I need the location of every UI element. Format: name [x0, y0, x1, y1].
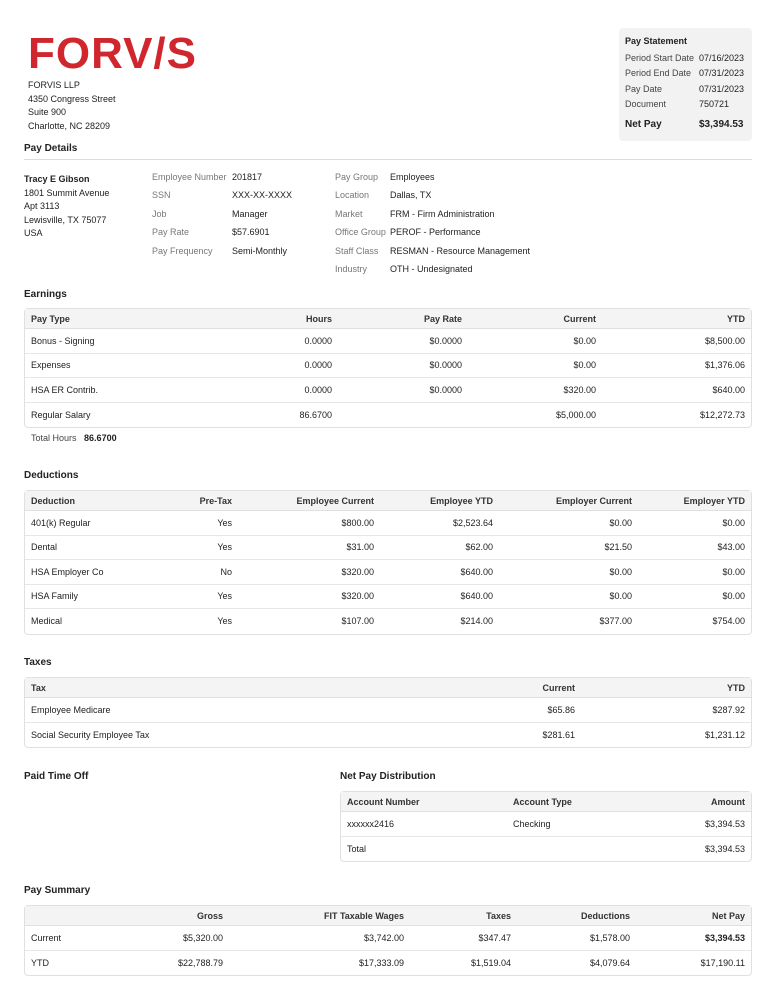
table-row	[25, 403, 751, 428]
detail-row	[335, 186, 530, 204]
column-header: Deduction	[25, 491, 145, 511]
pay-details-divider	[24, 159, 752, 160]
table-cell: $0.0000	[338, 329, 468, 354]
employee-details-col1	[152, 168, 292, 260]
table-cell: Bonus - Signing	[25, 329, 205, 354]
employee-address-line1: 1801 Summit Avenue	[24, 187, 110, 198]
table-cell: $3,394.53	[636, 926, 751, 951]
document-value: 750721	[699, 98, 730, 109]
table-cell: $320.00	[238, 585, 380, 610]
period-start-value: 07/16/2023	[699, 53, 745, 63]
column-header: YTD	[602, 309, 751, 329]
detail-row	[152, 223, 292, 241]
detail-row	[152, 205, 292, 223]
pto-title: Paid Time Off	[24, 771, 89, 782]
detail-value: Employees	[390, 172, 435, 182]
detail-value: Dallas, TX	[390, 190, 432, 201]
pay-date-label: Pay Date	[625, 83, 663, 94]
pay-summary-title: Pay Summary	[24, 885, 91, 896]
column-header: Hours	[205, 309, 338, 329]
table-row	[25, 354, 751, 379]
detail-label: Pay Rate	[152, 227, 190, 238]
company-address	[28, 79, 116, 133]
table-cell: Yes	[145, 511, 238, 536]
detail-value: PEROF - Performance	[390, 227, 481, 238]
column-header: Tax	[25, 678, 425, 698]
table-cell: $17,333.09	[358, 957, 404, 968]
table-cell: YTD	[31, 957, 49, 968]
table-cell: $21.50	[499, 536, 638, 561]
net-pay-label: Net Pay	[625, 119, 662, 131]
detail-row	[152, 242, 292, 260]
table-cell: $640.00	[602, 378, 751, 403]
table-row	[25, 609, 751, 634]
employee-address-line2: Apt 3113	[24, 201, 60, 211]
table-cell: $377.00	[599, 616, 632, 627]
table-cell: Yes	[145, 536, 238, 561]
net-pay-value: $3,394.53	[699, 119, 744, 131]
table-cell: $1,231.12	[704, 729, 745, 740]
table-cell: Regular Salary	[31, 409, 91, 420]
detail-value: Manager	[232, 208, 268, 219]
pay-details-title: Pay Details	[24, 143, 78, 154]
detail-label: Market	[335, 208, 363, 219]
pay-summary-table	[24, 905, 752, 976]
column-header	[25, 906, 125, 926]
company-logo: FORV/S	[28, 29, 198, 78]
period-start-row	[625, 51, 746, 66]
net-pay-row	[625, 119, 746, 130]
column-header: Employee Current	[238, 491, 380, 511]
table-row	[25, 926, 751, 951]
employee-name: Tracy E Gibson	[24, 174, 90, 184]
table-cell: Total	[347, 843, 367, 854]
table-cell: HSA Employer Co	[25, 560, 145, 585]
detail-value: Semi-Monthly	[232, 245, 288, 256]
column-header: Taxes	[410, 906, 517, 926]
table-cell: $17,190.11	[700, 957, 745, 968]
employee-city-state-zip: Lewisville, TX 75077	[24, 214, 107, 225]
document-label: Document	[625, 98, 667, 109]
table-cell: $43.00	[638, 536, 751, 561]
column-header: Pre-Tax	[145, 491, 238, 511]
table-cell: Social Security Employee Tax	[31, 729, 150, 740]
table-cell: HSA Family	[25, 585, 145, 610]
detail-value: $57.6901	[232, 227, 270, 238]
table-cell	[507, 837, 637, 862]
table-cell: $0.0000	[338, 354, 468, 379]
column-header: Employer YTD	[638, 491, 751, 511]
table-cell: xxxxxx2416	[341, 812, 507, 837]
detail-label: SSN	[152, 190, 171, 201]
table-cell: $0.00	[638, 560, 751, 585]
table-row	[25, 585, 751, 610]
table-row	[341, 837, 751, 862]
column-header: Net Pay	[636, 906, 751, 926]
period-end-label: Period End Date	[625, 68, 692, 79]
earnings-title: Earnings	[24, 289, 67, 300]
table-cell: $347.47	[410, 926, 517, 951]
table-cell: $281.61	[542, 729, 575, 740]
table-cell: 0.0000	[205, 378, 338, 403]
column-header: Account Number	[341, 792, 507, 812]
table-cell: $287.92	[581, 698, 751, 723]
table-row	[25, 378, 751, 403]
table-row	[25, 536, 751, 561]
employee-country: USA	[24, 228, 43, 238]
table-cell: $214.00	[460, 616, 493, 627]
column-header: Current	[425, 678, 581, 698]
table-cell	[338, 403, 468, 428]
detail-label: Job	[152, 208, 167, 219]
column-header: Current	[468, 309, 602, 329]
pay-statement-box	[619, 28, 752, 141]
table-row	[25, 698, 751, 723]
table-cell: 0.0000	[205, 354, 338, 379]
table-cell: $65.86	[425, 698, 581, 723]
table-cell: $1,519.04	[470, 957, 511, 968]
column-header: FIT Taxable Wages	[229, 906, 410, 926]
table-header-row	[341, 792, 751, 812]
table-cell: $62.00	[380, 536, 499, 561]
total-hours-label: Total Hours	[31, 433, 77, 443]
detail-row	[335, 242, 530, 260]
detail-row	[335, 223, 530, 241]
detail-label: Industry	[335, 264, 368, 275]
table-cell: $1,578.00	[517, 926, 636, 951]
detail-row	[335, 260, 530, 278]
table-cell: Employee Medicare	[25, 698, 425, 723]
detail-row	[335, 205, 530, 223]
total-hours-value: 86.6700	[84, 433, 117, 443]
table-cell: $4,079.64	[589, 957, 630, 968]
deductions-table	[24, 490, 752, 635]
pay-date-row	[625, 82, 746, 97]
table-cell: $320.00	[238, 560, 380, 585]
table-cell: $2,523.64	[380, 511, 499, 536]
detail-label: Pay Frequency	[152, 245, 213, 256]
table-cell: 0.0000	[205, 329, 338, 354]
table-header-row	[25, 678, 751, 698]
table-row	[25, 951, 751, 976]
table-cell: Current	[25, 926, 125, 951]
table-cell: $0.00	[499, 560, 638, 585]
table-cell: $5,000.00	[555, 409, 596, 420]
column-header: Amount	[637, 792, 751, 812]
column-header: Pay Type	[25, 309, 205, 329]
detail-row	[152, 186, 292, 204]
table-row	[341, 812, 751, 837]
detail-value: RESMAN - Resource Management	[390, 245, 531, 256]
table-cell: $0.00	[468, 354, 602, 379]
taxes-table	[24, 677, 752, 748]
period-end-row	[625, 66, 746, 81]
column-header: Employee YTD	[380, 491, 499, 511]
table-header-row	[25, 309, 751, 329]
detail-value: FRM - Firm Administration	[390, 208, 495, 219]
table-cell: Medical	[31, 616, 63, 627]
table-cell: $22,788.79	[177, 957, 223, 968]
detail-value: OTH - Undesignated	[390, 264, 473, 275]
company-city-state-zip: Charlotte, NC 28209	[28, 120, 111, 131]
column-header: Deductions	[517, 906, 636, 926]
table-cell: $0.0000	[338, 378, 468, 403]
detail-label: Staff Class	[335, 245, 379, 256]
table-cell: $5,320.00	[125, 926, 229, 951]
earnings-table	[24, 308, 752, 428]
column-header: YTD	[581, 678, 751, 698]
table-cell: $640.00	[380, 585, 499, 610]
total-hours	[31, 433, 117, 443]
table-cell: $640.00	[380, 560, 499, 585]
detail-value: XXX-XX-XXXX	[232, 190, 293, 201]
table-cell: $1,376.06	[602, 354, 751, 379]
employee-details-col2	[335, 168, 530, 278]
table-cell: Yes	[217, 616, 232, 627]
table-cell: $0.00	[638, 511, 751, 536]
table-cell: $0.00	[638, 585, 751, 610]
table-header-row	[25, 491, 751, 511]
detail-row	[335, 168, 530, 186]
table-cell: $800.00	[238, 511, 380, 536]
detail-row	[152, 168, 292, 186]
table-cell: $12,272.73	[699, 409, 745, 420]
table-cell: $3,394.53	[637, 812, 751, 837]
net-pay-distribution-title: Net Pay Distribution	[340, 771, 436, 782]
table-cell: 86.6700	[299, 409, 332, 420]
table-cell: Checking	[507, 812, 637, 837]
table-cell: HSA ER Contrib.	[25, 378, 205, 403]
document-row	[625, 97, 746, 112]
table-cell: $754.00	[712, 616, 745, 627]
table-cell: $320.00	[468, 378, 602, 403]
period-end-value: 07/31/2023	[699, 68, 745, 79]
table-cell: No	[145, 560, 238, 585]
table-header-row	[25, 906, 751, 926]
table-cell: Yes	[145, 585, 238, 610]
table-cell: Dental	[25, 536, 145, 561]
column-header: Gross	[125, 906, 229, 926]
detail-value: 201817	[232, 172, 263, 182]
table-cell: $0.00	[499, 585, 638, 610]
company-name: FORVIS LLP	[28, 80, 80, 90]
employee-address	[24, 173, 109, 241]
taxes-title: Taxes	[24, 657, 52, 668]
table-cell: $3,742.00	[229, 926, 410, 951]
table-cell: $31.00	[238, 536, 380, 561]
table-cell: $107.00	[341, 616, 374, 627]
deductions-title: Deductions	[24, 470, 79, 481]
period-start-label: Period Start Date	[625, 53, 695, 63]
table-cell: $0.00	[468, 329, 602, 354]
table-cell: $3,394.53	[704, 843, 745, 854]
net-pay-distribution-table	[340, 791, 752, 862]
detail-label: Employee Number	[152, 172, 227, 182]
detail-label: Office Group	[335, 227, 386, 238]
column-header: Account Type	[507, 792, 637, 812]
pay-statement-title: Pay Statement	[625, 36, 688, 46]
column-header: Employer Current	[499, 491, 638, 511]
table-row	[25, 560, 751, 585]
pay-date-value: 07/31/2023	[699, 83, 745, 94]
table-row	[25, 329, 751, 354]
detail-label: Pay Group	[335, 172, 379, 182]
table-row	[25, 723, 751, 748]
company-address-line1: 4350 Congress Street	[28, 93, 116, 104]
table-cell: 401(k) Regular	[25, 511, 145, 536]
detail-label: Location	[335, 190, 370, 201]
company-address-line2: Suite 900	[28, 107, 67, 117]
table-row	[25, 511, 751, 536]
table-cell: Expenses	[25, 354, 205, 379]
table-cell: $0.00	[499, 511, 638, 536]
table-cell: $8,500.00	[602, 329, 751, 354]
column-header: Pay Rate	[338, 309, 468, 329]
